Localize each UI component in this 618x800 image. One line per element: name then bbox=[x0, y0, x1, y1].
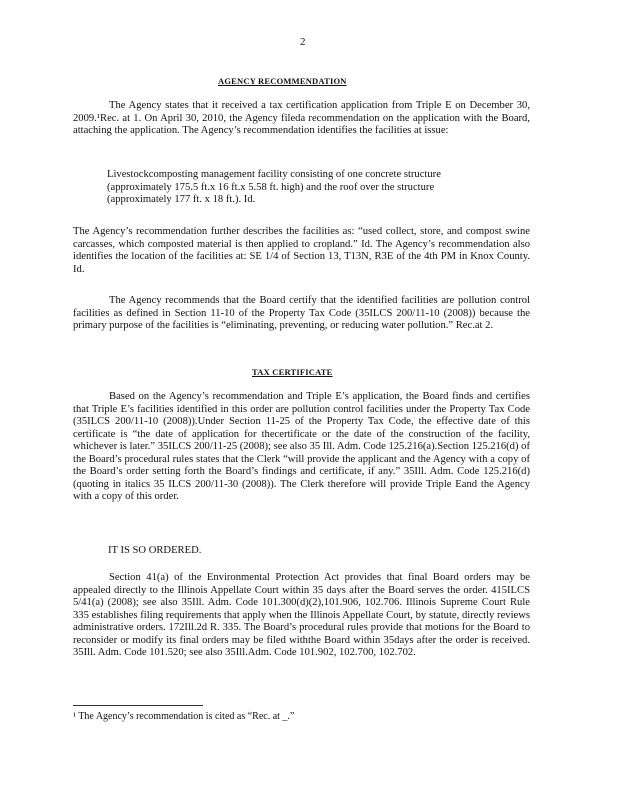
paragraph-agency-recommends: The Agency recommends that the Board certify that the identified facilities are pollution control facilities as defined in Section 11-10 of the Property Tax Code (35ILCS 200/11-10 (2008)) because the primary purpose of the facilities is “eliminating, preventing, or reducing water pollution.” Rec.at 2. bbox=[73, 295, 530, 331]
paragraph-facility-description: Livestockcomposting management facility consisting of one concrete structure (approximately 175.5 ft.x 16 ft.x 5.58 ft. high) and the roof over the structure (approximately 177 ft. x 18 ft.). Id. bbox=[107, 169, 441, 205]
footnote: ¹ The Agency’s recommendation is cited as “Rec. at _.” bbox=[73, 711, 295, 722]
heading-agency-recommendation: AGENCY RECOMMENDATION bbox=[218, 76, 347, 86]
paragraph-appeal-rights: Section 41(a) of the Environmental Protection Act provides that final Board orders may be appealed directly to the Illinois Appellate Court within 35 days after the Board serves the order. 415ILCS 5/41(a) (2008); see also 35Ill. Adm. Code 101.300(d)(2),101.906, 102.706. Illinois Supreme Court Rule 335 establishes filing requirements that apply when the Illinois Appellate Court, by statute, directly reviews administrative orders. 172Ill.2d R. 335. The Board’s procedural rules provide that motions for the Board to reconsider or modify its final orders may be filed withthe Board within 35days after the order is received. 35Ill. Adm. Code 101.520; see also 35Ill.Adm. Code 101.902, 102.700, 102.702. bbox=[73, 572, 530, 658]
paragraph-so-ordered: IT IS SO ORDERED. bbox=[108, 545, 202, 556]
heading-tax-certificate: TAX CERTIFICATE bbox=[252, 367, 333, 377]
footnote-divider bbox=[73, 705, 203, 706]
paragraph-board-findings: Based on the Agency’s recommendation and Triple E’s application, the Board finds and certifies that Triple E’s facilities identified in this order are pollution control facilities under the Property Tax Code (35ILCS 200/11-10 (2008)).Under Section 11-25 of the Property Tax Code, the effective date of this certificate is “the date of application for thecertificate or the date of the construction of the facility, whichever is later.” 35ILCS 200/11-25 (2008); see also 35 Ill. Adm. Code 125.216(a).Section 125.216(d) of the Board’s procedural rules states that the Clerk “will provide the applicant and the Agency with a copy of the Board’s order setting forth the Board’s findings and certificate, if any.” 35Ill. Adm. Code 125.216(d) (quoting in italics 35 ILCS 200/11-30 (2008)). The Clerk therefore will provide Triple Eand the Agency with a copy of this order. bbox=[73, 391, 530, 502]
page-number: 2 bbox=[300, 36, 306, 48]
paragraph-agency-receipt: The Agency states that it received a tax certification application from Triple E on December 30, 2009.¹Rec. at 1. On April 30, 2010, the Agency fileda recommendation on the application with the Board, attaching the application. The Agency’s recommendation identifies the facilities at issue: bbox=[73, 100, 530, 136]
paragraph-facility-location: The Agency’s recommendation further describes the facilities as: “used collect, store, and compost swine carcasses, which composted material is then applied to cropland.” Id. The Agency’s recommendation also identifies the location of the facilities at: SE 1/4 of Section 13, T13N, R3E of the 4th PM in Knox County. Id. bbox=[73, 226, 530, 275]
